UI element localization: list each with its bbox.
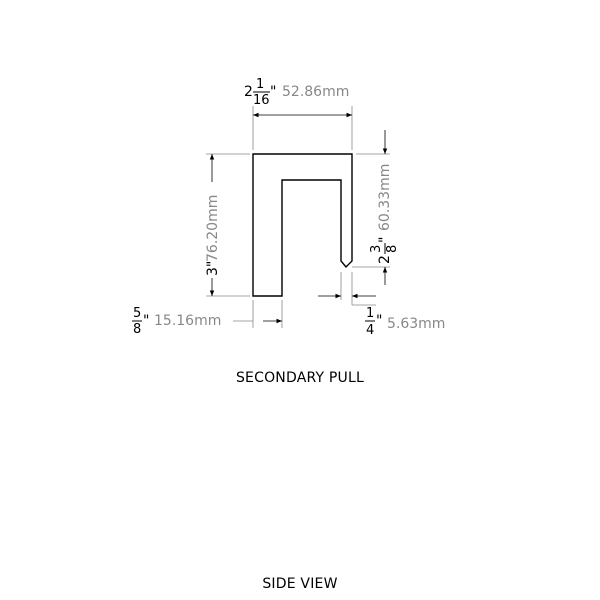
svg-text:3": 3" bbox=[205, 260, 221, 276]
svg-text:": " bbox=[143, 313, 150, 329]
svg-text:8: 8 bbox=[385, 244, 400, 253]
lip-label bbox=[365, 306, 445, 338]
svg-text:1: 1 bbox=[366, 306, 375, 321]
pull-profile-outline bbox=[253, 154, 352, 296]
inner-height-label bbox=[369, 164, 400, 264]
svg-text:16: 16 bbox=[253, 93, 270, 108]
svg-text:3: 3 bbox=[369, 244, 384, 253]
svg-text:4: 4 bbox=[366, 323, 375, 338]
left-wall-dimension bbox=[233, 300, 282, 328]
overall-width-dimension bbox=[253, 106, 352, 150]
svg-text:2: 2 bbox=[377, 255, 393, 264]
svg-text:5: 5 bbox=[133, 306, 142, 321]
svg-text:": " bbox=[377, 236, 393, 243]
svg-text:60.33mm: 60.33mm bbox=[377, 163, 393, 231]
svg-text:": " bbox=[270, 84, 277, 100]
svg-text:15.16mm: 15.16mm bbox=[154, 313, 222, 329]
svg-text:": " bbox=[376, 313, 383, 329]
lip-dimension bbox=[318, 272, 376, 305]
left-wall-label bbox=[132, 306, 221, 337]
svg-text:2: 2 bbox=[244, 84, 253, 100]
svg-text:76.20mm: 76.20mm bbox=[205, 194, 221, 262]
svg-text:52.86mm: 52.86mm bbox=[282, 84, 350, 100]
overall-width-label bbox=[244, 77, 349, 108]
svg-text:5.63mm: 5.63mm bbox=[387, 316, 446, 332]
view-name-caption: SIDE VIEW bbox=[262, 576, 338, 592]
part-name-caption: SECONDARY PULL bbox=[235, 370, 365, 386]
svg-text:8: 8 bbox=[133, 322, 142, 337]
overall-height-label bbox=[205, 195, 221, 276]
svg-text:1: 1 bbox=[256, 77, 265, 92]
